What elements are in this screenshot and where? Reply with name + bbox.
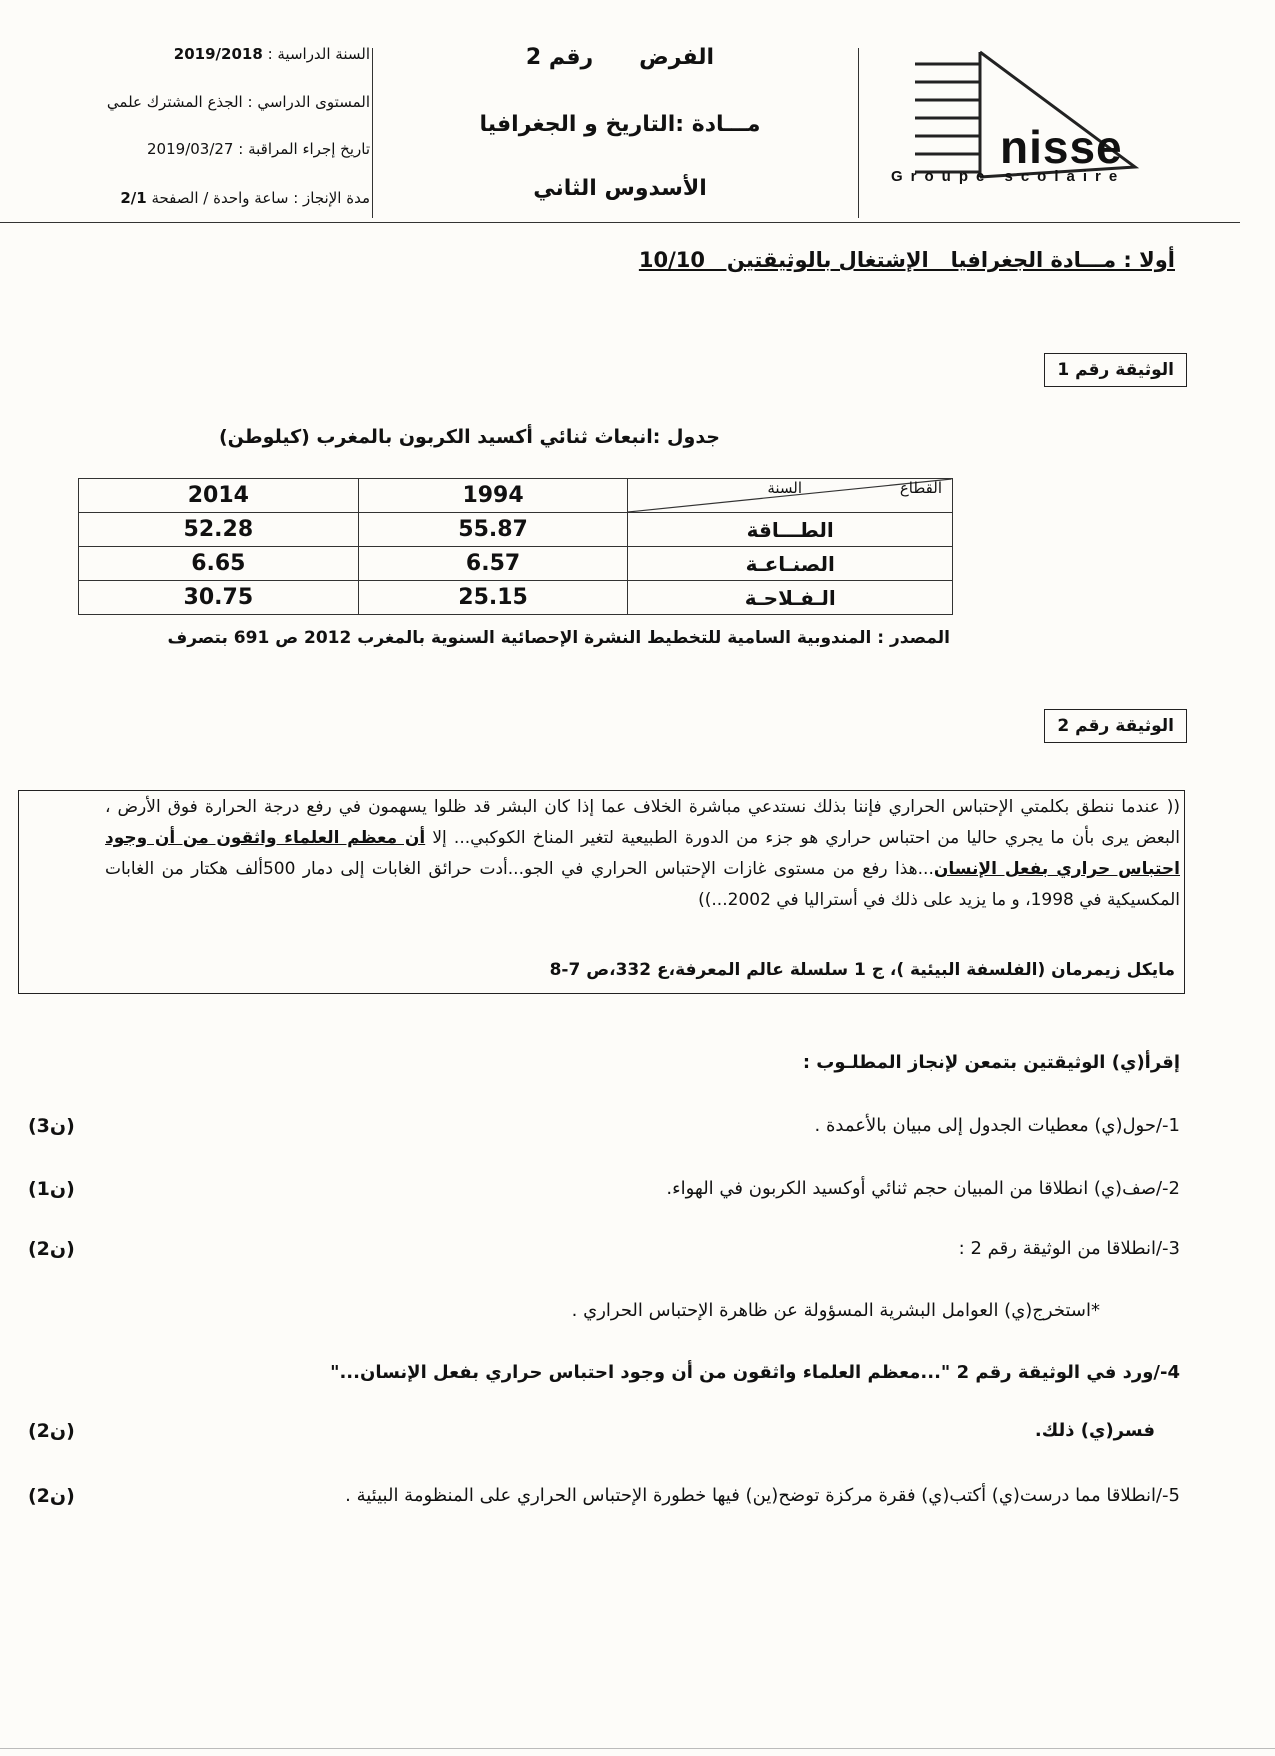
duration-value: ساعة واحدة [213,189,289,207]
col-header-2014: 2014 [79,479,359,513]
header-right-divider [858,48,859,218]
exam-date-line [10,140,370,159]
table-row [79,547,953,581]
question-1: 1-/حول(ي) معطيات الجدول إلى مبيان بالأعمدة . [814,1115,1180,1136]
exam-title-line [420,45,820,70]
exam-date-label: تاريخ إجراء المراقبة : [238,140,370,158]
question-4-points: (2ن) [28,1420,75,1442]
cell-value: 30.75 [79,581,359,615]
question-5: 5-/انطلاقا مما درست(ي) أكتب(ي) فقرة مركزة توضح(ين) فيها خطورة الإحتباس الحراري على المنظومة البيئية . [345,1485,1180,1506]
doc2-label: الوثيقة رقم 2 [1044,709,1187,743]
exam-number: رقم 2 [525,45,594,70]
table-row [79,513,953,547]
school-year-value: 2019/2018 [173,45,263,63]
question-4: 4-/ورد في الوثيقة رقم 2 "...معظم العلماء واثقون من أن وجود احتباس حراري بفعل الإنسان..." [330,1362,1180,1383]
doc2-text-part2: ...هذا رفع من مستوى غازات الإحتباس الحراري في الجو...أدت حرائق الغابات إلى دمار 500ألف هكتار من الغابات المكسيكية في 1998، و ما يزيد على ذلك في أستراليا في 2002...)) [105,859,1180,910]
doc1-label: الوثيقة رقم 1 [1044,353,1187,387]
corner-year-label: السنة [767,479,802,497]
header-bottom-rule [0,222,1240,223]
corner-sector-label: القطاع [899,479,942,497]
semester-title: الأسدوس الثاني [533,176,707,201]
table-header-row [79,479,953,513]
cell-value: 25.15 [358,581,628,615]
table-source: المصدر : المندوبية السامية للتخطيط النشرة الإحصائية السنوية بالمغرب 2012 ص 691 بتصرف [167,628,950,648]
page-label: الصفحة [151,189,199,207]
doc2-text-part1: (( عندما ننطق بكلمتي الإحتباس الحراري فإننا بذلك نستدعي مباشرة الخلاف عما إذا كان البشر قد ظلوا يسهمون في رفع درجة الحرارة فوق الأرض ، البعض يرى بأن ما يجري حاليا من احتباس حراري هو جزء من الدورة الطبيعية لتغير المناخ الكوكبي... إلا [105,797,1180,848]
school-year-line [10,45,370,64]
question-3-sub: *استخرج(ي) العوامل البشرية المسؤولة عن ظاهرة الإحتباس الحراري . [571,1300,1100,1321]
table-title: جدول :انبعاث ثنائي أكسيد الكربون بالمغرب (كيلوطن) [218,426,720,448]
header-left-divider [372,48,373,218]
question-1-points: (3ن) [28,1115,75,1137]
exam-title: الفرض [639,45,715,70]
question-3-points: (2ن) [28,1238,75,1260]
row-sector-label: الصنـاعـة [628,547,953,581]
corner-cell [628,479,953,513]
duration-label: مدة الإنجاز : [293,189,370,207]
emissions-table [78,478,953,615]
cell-value: 6.65 [79,547,359,581]
exam-date-value: 2019/03/27 [147,140,234,158]
row-sector-label: الـفـلاحـة [628,581,953,615]
question-4-sub: فسر(ي) ذلك. [1034,1420,1155,1441]
school-year-label: السنة الدراسية : [267,45,370,63]
question-2: 2-/صف(ي) انطلاقا من المبيان حجم ثنائي أوكسيد الكربون في الهواء. [666,1178,1180,1199]
row-sector-label: الطـــاقة [628,513,953,547]
question-5-points: (2ن) [28,1485,75,1507]
subject-title: مـــادة :التاريخ و الجغرافيا [479,112,761,137]
logo-subtitle: Groupe scolaire [891,168,1126,185]
instructions-line: إقرأ(ي) الوثيقتين بتمعن لإنجاز المطلـوب : [802,1052,1180,1073]
question-3: 3-/انطلاقا من الوثيقة رقم 2 : [958,1238,1180,1259]
cell-value: 52.28 [79,513,359,547]
question-2-points: (1ن) [28,1178,75,1200]
section-heading: أولا : مـــادة الجغرافيا الإشتغال بالوثيقتين 10/10 [638,248,1175,272]
doc2-emphasis: أن معظم العلماء واثقون من أن وجود احتباس حراري بفعل الإنسان [105,828,1180,879]
school-logo [885,42,1165,192]
cell-value: 6.57 [358,547,628,581]
page-value: 2/1 [120,189,147,207]
logo-name: nisse [1000,121,1123,173]
cell-value: 55.87 [358,513,628,547]
doc2-paragraph [105,792,1180,916]
doc2-citation: مايكل زيمرمان (الفلسفة البيئية )، ج 1 سلسلة عالم المعرفة،ع 332،ص 7-8 [549,960,1175,980]
level-label: المستوى الدراسي : [247,93,370,111]
level-value: الجذع المشترك علمي [106,93,243,111]
col-header-1994: 1994 [358,479,628,513]
table-row [79,581,953,615]
page-bottom-rule [0,1748,1275,1749]
duration-line: مدة الإنجاز : ساعة واحدة / الصفحة 2/1 [120,189,370,207]
level-line [10,93,370,112]
